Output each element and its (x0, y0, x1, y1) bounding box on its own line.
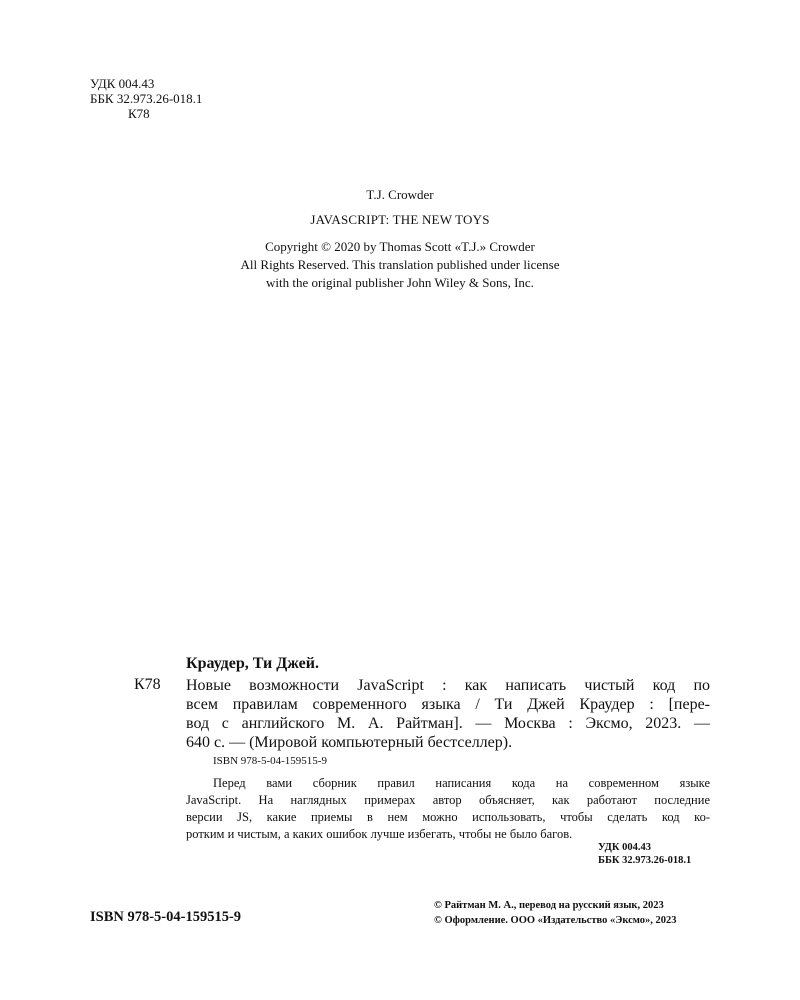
annotation-line: Перед вами сборник правил написания кода на современном языке (213, 776, 710, 790)
copyright-line: Copyright © 2020 by Thomas Scott «T.J.» Crowder (265, 239, 535, 254)
translation-copyright: © Райтман М. А., перевод на русский язык, 2023 (434, 900, 664, 911)
description-line: 640 с. — (Мировой компьютерный бестселлер). (186, 734, 513, 751)
classification-codes-top (90, 76, 202, 121)
description-line: вод с английского М. А. Райтман]. — Москва : Эксмо, 2023. — (186, 715, 710, 732)
catalog-isbn: ISBN 978-5-04-159515-9 (213, 755, 327, 767)
original-copyright (0, 238, 800, 292)
catalog-author-heading: Краудер, Ти Джей. (186, 655, 319, 672)
footer-isbn: ISBN 978-5-04-159515-9 (90, 909, 242, 925)
udk-code: УДК 004.43 (90, 76, 155, 91)
original-author: T.J. Crowder (366, 187, 434, 202)
annotation-line: ротким и чистым, а каких ошибок лучше избегать, чтобы не было багов. (186, 827, 573, 841)
copyright-line: All Rights Reserved. This translation published under license (240, 257, 560, 272)
footer-copyright (434, 898, 677, 928)
description-line: всем правилам современного языка / Ти Джей Краудер : [пере- (186, 696, 710, 713)
bibliographic-description (186, 676, 710, 752)
catalog-author-mark: К78 (134, 676, 161, 693)
design-copyright: © Оформление. ООО «Издательство «Эксмо», 2023 (434, 915, 677, 926)
annotation-line: версии JS, какие приемы в нем можно использовать, чтобы сделать код ко- (186, 810, 710, 824)
original-title: JAVASCRIPT: THE NEW TOYS (310, 212, 490, 227)
copyright-line: with the original publisher John Wiley & Sons, Inc. (266, 275, 534, 290)
bbk-code: ББК 32.973.26-018.1 (90, 91, 203, 106)
classification-codes-bottom (598, 841, 691, 867)
annotation-line: JavaScript. На наглядных примерах автор объясняет, как работают последние (186, 793, 710, 807)
annotation (186, 775, 710, 843)
description-line: Новые возможности JavaScript : как написать чистый код по (186, 677, 710, 694)
udk-code: УДК 004.43 (598, 842, 651, 853)
author-mark: К78 (128, 106, 150, 121)
bbk-code: ББК 32.973.26-018.1 (598, 855, 692, 866)
